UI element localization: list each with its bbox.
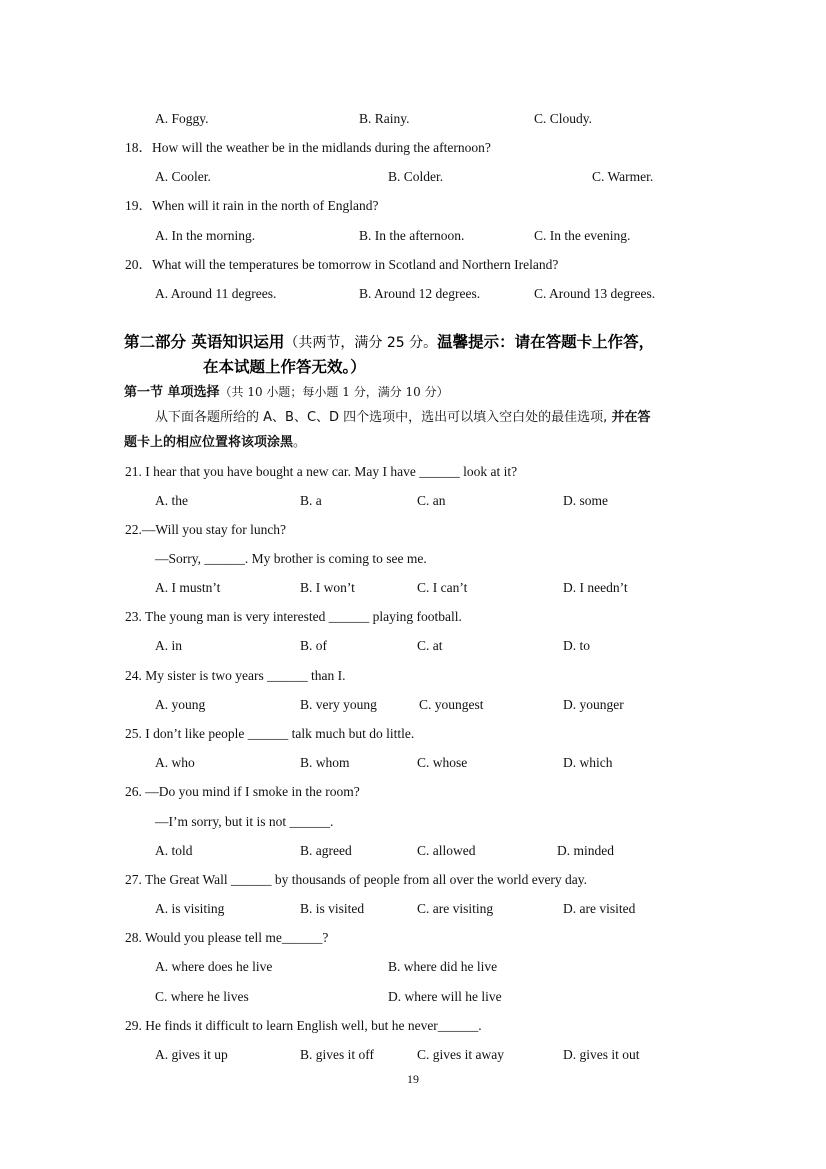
q25-option-c: C. whose xyxy=(417,755,468,770)
section1-note: （共 10 小题；每小题 1 分，满分 10 分） xyxy=(219,385,449,399)
q28-option-c: C. where he lives xyxy=(155,989,249,1004)
q24-option-d: D. younger xyxy=(563,697,624,712)
q29-option-d: D. gives it out xyxy=(563,1047,640,1062)
q25-option-b: B. whom xyxy=(300,755,350,770)
q18-option-b: B. Colder. xyxy=(388,169,444,184)
q23-option-b: B. of xyxy=(300,638,327,653)
q26-option-b: B. agreed xyxy=(300,843,352,858)
section1-title: 第一节 单项选择 xyxy=(124,385,220,400)
q18-stem: 18．How will the weather be in the midlands during the afternoon? xyxy=(125,140,491,155)
q21-option-b: B. a xyxy=(300,493,322,508)
q29-option-a: A. gives it up xyxy=(155,1047,228,1062)
q25-stem: 25. I don’t like people ______ talk much but do little. xyxy=(125,726,415,741)
q20-option-a: A. Around 11 degrees. xyxy=(155,286,277,301)
q27-option-c: C. are visiting xyxy=(417,901,494,916)
q29-option-b: B. gives it off xyxy=(300,1047,374,1062)
q23-option-a: A. in xyxy=(155,638,182,653)
q21-stem: 21. I hear that you have bought a new car. May I have ______ look at it? xyxy=(125,464,518,479)
section1-instructions xyxy=(155,410,650,426)
q28-stem: 28. Would you please tell me______? xyxy=(125,930,329,945)
instructions-bold-cont: 题卡上的相应位置将该项涂黑 xyxy=(124,435,294,450)
q28-option-b: B. where did he live xyxy=(388,959,498,974)
q24-option-c: C. youngest xyxy=(419,697,484,712)
q18-option-a: A. Cooler. xyxy=(155,169,211,184)
q27-option-a: A. is visiting xyxy=(155,901,225,916)
part2-title: 第二部分 英语知识运用 xyxy=(124,333,285,351)
instructions-bold: 并在答 xyxy=(611,410,651,425)
q26-option-c: C. allowed xyxy=(417,843,476,858)
part2-score-note: （共两节，满分 25 分。 xyxy=(284,335,438,351)
q22-stem-reply: —Sorry, ______. My brother is coming to see me. xyxy=(155,551,427,566)
q17-option-a: A. Foggy. xyxy=(155,111,209,126)
q26-stem: 26. —Do you mind if I smoke in the room? xyxy=(125,784,360,799)
q21-option-a: A. the xyxy=(155,493,188,508)
q28-option-a: A. where does he live xyxy=(155,959,273,974)
q27-stem: 27. The Great Wall ______ by thousands of people from all over the world every day. xyxy=(125,872,588,887)
q21-option-c: C. an xyxy=(417,493,446,508)
q22-option-a: A. I mustn’t xyxy=(155,580,221,595)
q18-option-c: C. Warmer. xyxy=(592,169,654,184)
q22-option-b: B. I won’t xyxy=(300,580,355,595)
part2-tip-cont: 在本试题上作答无效。） xyxy=(203,358,366,376)
q27-option-b: B. is visited xyxy=(300,901,365,916)
q29-stem: 29. He finds it difficult to learn English well, but he never______. xyxy=(125,1018,482,1033)
q21-option-d: D. some xyxy=(563,493,608,508)
q19-option-b: B. In the afternoon. xyxy=(359,228,465,243)
q28-option-d: D. where will he live xyxy=(388,989,502,1004)
q17-option-c: C. Cloudy. xyxy=(534,111,593,126)
q29-option-c: C. gives it away xyxy=(417,1047,504,1062)
part2-tip: 温馨提示：请在答题卡上作答， xyxy=(437,333,655,351)
q19-option-c: C. In the evening. xyxy=(534,228,631,243)
q25-option-d: D. which xyxy=(563,755,613,770)
part2-heading xyxy=(124,334,654,351)
q25-option-a: A. who xyxy=(155,755,195,770)
q22-option-d: D. I needn’t xyxy=(563,580,628,595)
q24-option-b: B. very young xyxy=(300,697,377,712)
page-number: 19 xyxy=(407,1072,419,1086)
q26-option-d: D. minded xyxy=(557,843,614,858)
q26-stem-reply: —I’m sorry, but it is not ______. xyxy=(155,814,334,829)
q26-option-a: A. told xyxy=(155,843,193,858)
q17-option-b: B. Rainy. xyxy=(359,111,410,126)
section1-instructions-cont xyxy=(124,435,306,451)
q23-option-d: D. to xyxy=(563,638,590,653)
q20-option-b: B. Around 12 degrees. xyxy=(359,286,481,301)
q19-stem: 19．When will it rain in the north of England? xyxy=(125,198,379,213)
q22-stem: 22.—Will you stay for lunch? xyxy=(125,522,287,537)
q24-option-a: A. young xyxy=(155,697,206,712)
instructions-text: 从下面各题所给的 A、B、C、D 四个选项中，选出可以填入空白处的最佳选项, xyxy=(155,410,608,425)
q24-stem: 24. My sister is two years ______ than I. xyxy=(125,668,346,683)
q19-option-a: A. In the morning. xyxy=(155,228,256,243)
q23-stem: 23. The young man is very interested ______ playing football. xyxy=(125,609,462,624)
q22-option-c: C. I can’t xyxy=(417,580,468,595)
instructions-end: 。 xyxy=(293,435,307,450)
q20-stem: 20．What will the temperatures be tomorrow in Scotland and Northern Ireland? xyxy=(125,257,559,272)
section1-heading xyxy=(124,384,449,401)
q20-option-c: C. Around 13 degrees. xyxy=(534,286,656,301)
q23-option-c: C. at xyxy=(417,638,443,653)
q27-option-d: D. are visited xyxy=(563,901,636,916)
